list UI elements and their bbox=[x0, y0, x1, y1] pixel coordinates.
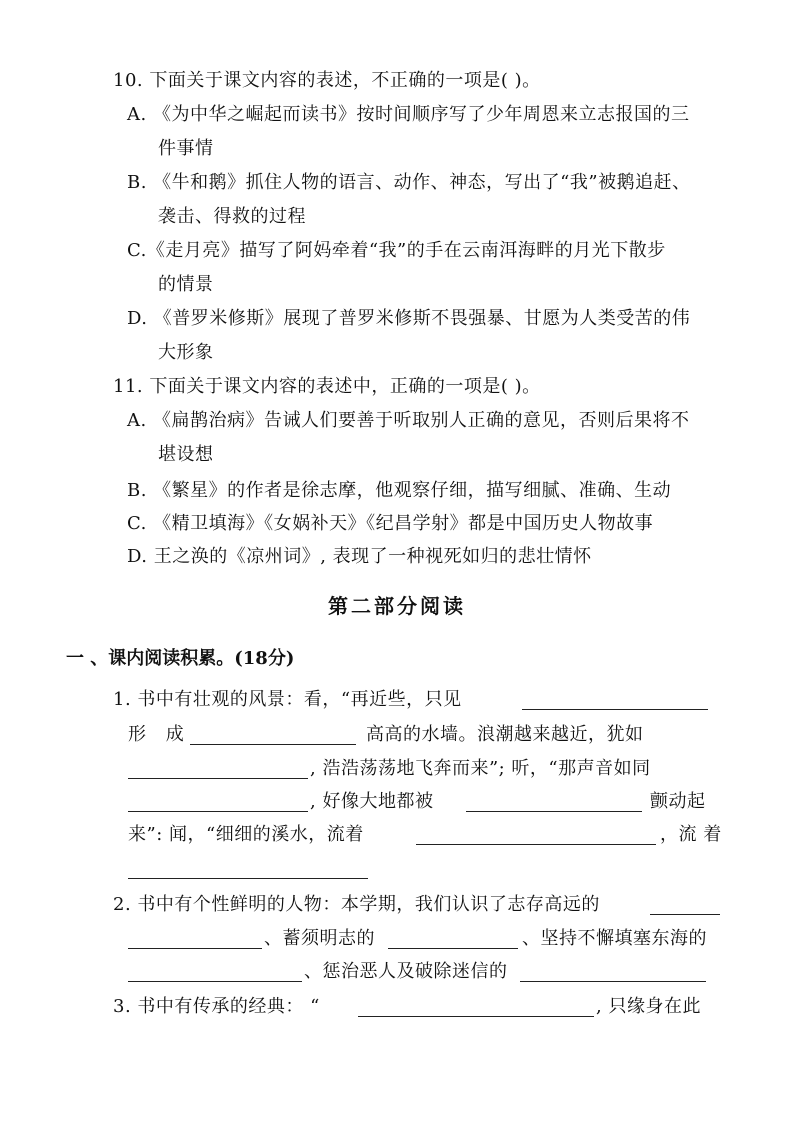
fill-1-blank-4[interactable] bbox=[128, 811, 308, 812]
fill-2-line-1: 2. 书中有个性鲜明的人物：本学期，我们认识了志存高远的 bbox=[113, 894, 600, 915]
fill-1-line-3: , 浩浩荡荡地飞奔而来”; 听，“那声音如同 bbox=[310, 758, 651, 779]
fill-1-blank-7[interactable] bbox=[128, 878, 368, 879]
question-10-option-b: B. 《牛和鹅》抓住人物的语言、动作、神态，写出了“我”被鹅追赶、 bbox=[127, 172, 691, 193]
fill-3-line-1b: , 只缘身在此 bbox=[596, 996, 701, 1017]
question-10-stem: 10. 下面关于课文内容的表述，不正确的一项是( )。 bbox=[113, 70, 541, 91]
fill-3-line-1a: 3. 书中有传承的经典： “ bbox=[113, 996, 320, 1017]
fill-2-blank-1[interactable] bbox=[650, 914, 720, 915]
part-2-title: 第二部分阅读 bbox=[328, 594, 466, 618]
fill-1-line-2a: 形 成 bbox=[128, 724, 191, 745]
section-1-heading: 一 、课内阅读积累。(18分) bbox=[66, 648, 295, 669]
question-10-option-d: D. 《普罗米修斯》展现了普罗米修斯不畏强暴、甘愿为人类受苦的伟 bbox=[127, 308, 691, 329]
question-11-option-d: D. 王之涣的《凉州词》, 表现了一种视死如归的悲壮情怀 bbox=[127, 546, 592, 567]
question-11-stem: 11. 下面关于课文内容的表述中，正确的一项是( )。 bbox=[113, 376, 541, 397]
fill-3-blank-1[interactable] bbox=[358, 1016, 594, 1017]
fill-2-blank-5[interactable] bbox=[520, 981, 706, 982]
fill-2-line-2b: 、坚持不懈填塞东海的 bbox=[522, 928, 707, 949]
question-11-option-c: C. 《精卫填海》《女娲补天》《纪昌学射》都是中国历史人物故事 bbox=[127, 513, 654, 534]
fill-2-line-2a: 、蓄须明志的 bbox=[264, 928, 375, 949]
question-11-option-b: B. 《繁星》的作者是徐志摩，他观察仔细，描写细腻、准确、生动 bbox=[127, 480, 672, 501]
question-11-option-a: A. 《扁鹊治病》告诫人们要善于听取别人正确的意见，否则后果将不 bbox=[127, 410, 690, 431]
fill-1-line-1: 1. 书中有壮观的风景：看，“再近些，只见 bbox=[113, 689, 462, 710]
fill-1-blank-3[interactable] bbox=[128, 778, 308, 779]
fill-1-line-5b: ，流 着 bbox=[660, 824, 722, 845]
fill-2-blank-4[interactable] bbox=[128, 981, 302, 982]
fill-1-blank-6[interactable] bbox=[416, 844, 656, 845]
question-10-option-c-cont: 的情景 bbox=[158, 274, 214, 295]
fill-2-line-3a: 、惩治恶人及破除迷信的 bbox=[304, 961, 508, 982]
fill-2-blank-2[interactable] bbox=[128, 948, 262, 949]
fill-2-blank-3[interactable] bbox=[388, 948, 518, 949]
question-10-option-a-cont: 件事情 bbox=[158, 138, 214, 159]
fill-1-blank-5[interactable] bbox=[466, 811, 642, 812]
fill-1-blank-2[interactable] bbox=[190, 744, 356, 745]
fill-1-blank-1[interactable] bbox=[522, 709, 708, 710]
question-10-option-d-cont: 大形象 bbox=[158, 342, 214, 363]
question-10-option-c: C.《走月亮》描写了阿妈牵着“我”的手在云南洱海畔的月光下散步 bbox=[127, 240, 666, 261]
question-10-option-a: A. 《为中华之崛起而读书》按时间顺序写了少年周恩来立志报国的三 bbox=[127, 104, 690, 125]
fill-1-line-4a: , 好像大地都被 bbox=[310, 791, 434, 812]
fill-1-line-2b: 高高的水墙。浪潮越来越近，犹如 bbox=[366, 724, 644, 745]
question-10-option-b-cont: 袭击、得救的过程 bbox=[158, 206, 306, 227]
fill-1-line-5a: 来”: 闻，“细细的溪水，流着 bbox=[128, 824, 364, 845]
fill-1-line-4b: 颤动起 bbox=[650, 791, 706, 812]
question-11-option-a-cont: 堪设想 bbox=[158, 444, 214, 465]
